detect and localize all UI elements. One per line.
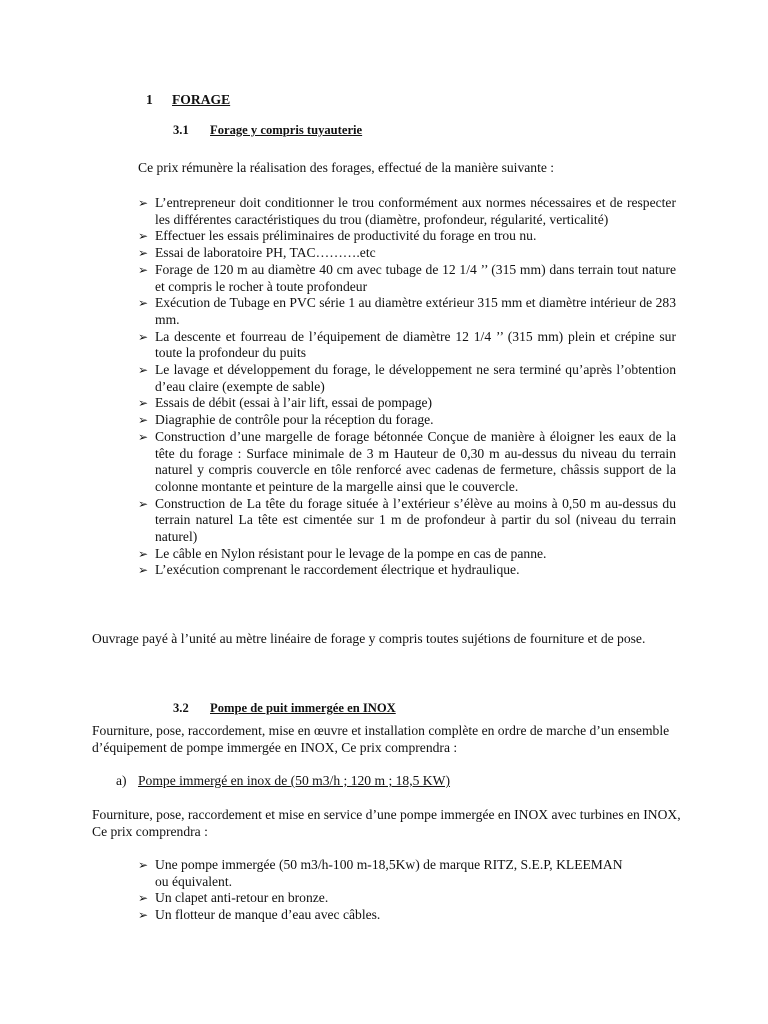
list-item: ➢ Le câble en Nylon résistant pour le levage de la pompe en cas de panne.	[138, 546, 676, 563]
subsection-heading-3-2	[173, 700, 396, 717]
list-item: ➢ Forage de 120 m au diamètre 40 cm avec tubage de 12 1/4 ’’ (315 mm) dans terrain tout nature et compris le rocher à toute profondeur	[138, 262, 676, 295]
subsection-title: Forage y compris tuyauterie	[210, 123, 363, 137]
subsection-number: 3.1	[173, 123, 189, 137]
list-item: ➢ Le lavage et développement du forage, le développement ne sera terminé qu’après l’obtention d’eau claire (exempte de sable)	[138, 362, 676, 395]
list-item: ➢ L’exécution comprenant le raccordement électrique et hydraulique.	[138, 562, 676, 579]
sub-item-title: Pompe immergé en inox de (50 m3/h ; 120 m ; 18,5 KW)	[138, 773, 450, 788]
subsection-number: 3.2	[173, 701, 189, 715]
section-number: 1	[146, 92, 153, 107]
list-item: ➢ Essai de laboratoire PH, TAC……….etc	[138, 245, 676, 262]
list-item: ➢ Exécution de Tubage en PVC série 1 au diamètre extérieur 315 mm et diamètre intérieur de 283 mm.	[138, 295, 676, 328]
list-item: ➢ Effectuer les essais préliminaires de productivité du forage en trou nu.	[138, 228, 676, 245]
section-3-1-intro: Ce prix rémunère la réalisation des forages, effectué de la manière suivante :	[138, 160, 555, 175]
sub-item-heading	[116, 773, 450, 790]
list-item: ➢ L’entrepreneur doit conditionner le trou conformément aux normes nécessaires et de respecter les différentes caractéristiques du trou (diamètre, profondeur, régularité, verticalité)	[138, 195, 676, 228]
list-item: ➢ Un flotteur de manque d’eau avec câbles.	[138, 907, 638, 924]
sub-item-label: a)	[116, 773, 127, 788]
list-item: ➢ Essais de débit (essai à l’air lift, essai de pompage)	[138, 395, 676, 412]
section-3-2-intro: Fourniture, pose, raccordement, mise en œuvre et installation complète en ordre de marche d’un ensemble d’équipement de pompe immergée en INOX, Ce prix comprendra :	[92, 723, 670, 755]
section-3-1-payment: Ouvrage payé à l’unité au mètre linéaire de forage y compris toutes sujétions de fourniture et de pose.	[92, 631, 646, 646]
list-item: ➢ Une pompe immergée (50 m3/h-100 m-18,5Kw) de marque RITZ, S.E.P, KLEEMAN ou équivalent.	[138, 857, 638, 890]
list-item: ➢ Diagraphie de contrôle pour la réception du forage.	[138, 412, 676, 429]
subsection-heading-3-1	[173, 122, 362, 139]
section-3-1-list	[138, 195, 676, 579]
list-item: ➢ La descente et fourreau de l’équipement de diamètre 12 1/4 ’’ (315 mm) plein et crépine sur toute la profondeur du puits	[138, 329, 676, 362]
list-item: ➢ Construction d’une margelle de forage bétonnée Conçue de manière à éloigner les eaux de la tête du forage : Surface minimale de 3 m Hauteur de 0,30 m au-dessus du niveau du terrain naturel y compris couvercle en tôle renforcé avec cadenas de fermeture, châssis support de la colonne montante et peinture de la margelle ainsi que le couvercle.	[138, 429, 676, 496]
sub-item-intro: Fourniture, pose, raccordement et mise en service d’une pompe immergée en INOX avec turbines en INOX, Ce prix comprendra :	[92, 807, 681, 839]
list-item: ➢ Construction de La tête du forage située à l’extérieur s’élève au moins à 0,50 m au-dessus du terrain naturel La tête est cimentée sur 1 m de profondeur à partir du sol (niveau du terrain naturel)	[138, 496, 676, 546]
section-title: FORAGE	[172, 92, 231, 107]
list-item: ➢ Un clapet anti-retour en bronze.	[138, 890, 638, 907]
section-3-2-list	[138, 857, 638, 924]
section-heading-1	[146, 92, 230, 109]
subsection-title: Pompe de puit immergée en INOX	[210, 701, 396, 715]
